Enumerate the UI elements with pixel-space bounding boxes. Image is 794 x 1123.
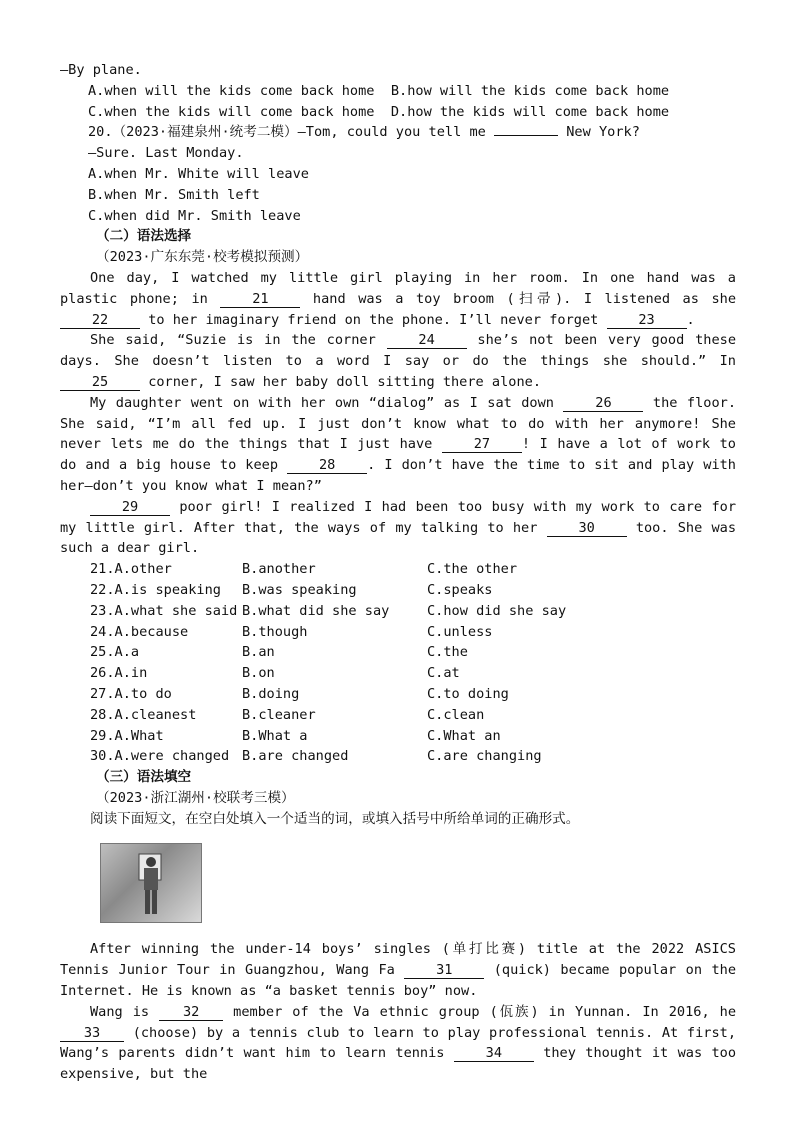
section2-paragraph-4: 29 poor girl! I realized I had been too busy with my work to care for my little girl. After that, the ways of my talking to her 30 too. She was such a dear girl. [60, 498, 737, 557]
section3-heading: （三）语法填空 [96, 769, 192, 786]
section2-heading: （二）语法选择 [96, 228, 192, 245]
section2-source: （2023·广东东莞·校考模拟预测） [96, 249, 309, 266]
option-29-c[interactable]: C.What an [427, 727, 501, 744]
blank-26[interactable]: 26 [563, 395, 643, 412]
option-26-a[interactable]: 26.A.in [90, 665, 148, 682]
q19-option-b[interactable]: B.how will the kids come back home [390, 82, 670, 99]
blank-21[interactable]: 21 [220, 291, 300, 308]
tennis-boy-photo [100, 843, 202, 923]
option-22-b[interactable]: B.was speaking [242, 581, 357, 598]
blank-22[interactable]: 22 [60, 312, 140, 329]
q20-option-b[interactable]: B.when Mr. Smith left [88, 186, 260, 203]
section2-paragraph-3: My daughter went on with her own “dialog” as I sat down 26 the floor. She said, “I’m all fed up. I just don’t know what to do with her anymore! She never lets me do the things that I just have 27 ! I have a lot of work to do and a big house to keep 28 . I don’t have the time to sit and play with her—don’t you know what I mean?” [60, 394, 737, 494]
blank-25[interactable]: 25 [60, 374, 140, 391]
section2-options-grid [60, 559, 736, 767]
option-28-c[interactable]: C.clean [427, 706, 485, 723]
section2-paragraph-2: She said, “Suzie is in the corner 24 she’s not been very good these days. She doesn’t listen to a word I say or do the things she should.” In 25 corner, I saw her baby doll sitting there alone. [60, 332, 737, 390]
section3-instruction: 阅读下面短文，在空白处填入一个适当的词，或填入括号中所给单词的正确形式。 [90, 810, 580, 827]
option-24-b[interactable]: B.though [242, 623, 308, 640]
blank-29[interactable]: 29 [90, 499, 170, 516]
blank-30[interactable]: 30 [547, 520, 627, 537]
option-28-a[interactable]: 28.A.cleanest [90, 706, 197, 723]
option-21-a[interactable]: 21.A.other [90, 561, 172, 578]
option-22-a[interactable]: 22.A.is speaking [90, 581, 221, 598]
option-30-b[interactable]: B.are changed [242, 748, 349, 765]
option-30-c[interactable]: C.are changing [427, 748, 542, 765]
option-29-a[interactable]: 29.A.What [90, 727, 164, 744]
option-27-c[interactable]: C.to doing [427, 685, 509, 702]
document-page [60, 60, 736, 1085]
q20-blank[interactable] [494, 135, 558, 136]
option-25-b[interactable]: B.an [242, 644, 275, 661]
q19-option-d[interactable]: D.how the kids will come back home [390, 103, 670, 120]
option-29-b[interactable]: B.What a [242, 727, 308, 744]
section3-paragraph-2: Wang is 32 member of the Va ethnic group (佤族) in Yunnan. In 2016, he 33 (choose) by a tennis club to learn to play professional tennis. At first, Wang’s parents didn’t want him to learn tennis 34 they thought it was too expensive, but the [60, 1003, 737, 1083]
section3-source: （2023·浙江湖州·校联考三模） [96, 789, 295, 806]
blank-34[interactable]: 34 [454, 1045, 534, 1062]
q19-options-row2 [60, 102, 736, 123]
option-24-a[interactable]: 24.A.because [90, 623, 189, 640]
q19-answer: —By plane. [60, 62, 142, 78]
option-21-c[interactable]: C.the other [427, 561, 518, 578]
option-23-c[interactable]: C.how did she say [427, 602, 567, 619]
q19-option-c[interactable]: C.when the kids will come back home [88, 103, 375, 120]
option-23-a[interactable]: 23.A.what she said [90, 602, 238, 619]
option-21-b[interactable]: B.another [242, 561, 316, 578]
blank-27[interactable]: 27 [442, 436, 522, 453]
option-27-b[interactable]: B.doing [242, 685, 300, 702]
section3-paragraph-1: After winning the under-14 boys’ singles (单打比赛) title at the 2022 ASICS Tennis Junior Tour in Guangzhou, Wang Fa 31 (quick) became popular on the Internet. He is known as “a basket tennis boy” now. [60, 941, 737, 1000]
option-25-c[interactable]: C.the [427, 644, 468, 661]
option-28-b[interactable]: B.cleaner [242, 706, 316, 723]
blank-31[interactable]: 31 [404, 962, 484, 979]
blank-28[interactable]: 28 [287, 457, 367, 474]
person-silhouette-icon [137, 852, 165, 916]
blank-33[interactable]: 33 [60, 1025, 124, 1042]
q20-option-c[interactable]: C.when did Mr. Smith leave [88, 207, 301, 224]
section2-paragraph-1: One day, I watched my little girl playing in her room. In one hand was a plastic phone; in 21 hand was a toy broom (扫帚). I listened as she 22 to her imaginary friend on the phone. I’ll never forget 23 . [60, 269, 737, 328]
option-24-c[interactable]: C.unless [427, 623, 493, 640]
q20-reply: —Sure. Last Monday. [88, 145, 244, 162]
option-26-c[interactable]: C.at [427, 665, 460, 682]
blank-32[interactable]: 32 [159, 1004, 223, 1021]
option-26-b[interactable]: B.on [242, 665, 275, 682]
option-25-a[interactable]: 25.A.a [90, 644, 140, 661]
option-22-c[interactable]: C.speaks [427, 581, 493, 598]
blank-24[interactable]: 24 [387, 332, 467, 349]
option-30-a[interactable]: 30.A.were changed [90, 748, 230, 765]
option-27-a[interactable]: 27.A.to do [90, 685, 172, 702]
q20-stem: 20.（2023·福建泉州·统考二模）—Tom, could you tell me New York? [88, 124, 640, 141]
q20-option-a[interactable]: A.when Mr. White will leave [88, 165, 309, 182]
option-23-b[interactable]: B.what did she say [242, 602, 390, 619]
blank-23[interactable]: 23 [607, 312, 687, 329]
q19-option-a[interactable]: A.when will the kids come back home [88, 82, 375, 99]
q19-options-row1 [60, 81, 736, 102]
